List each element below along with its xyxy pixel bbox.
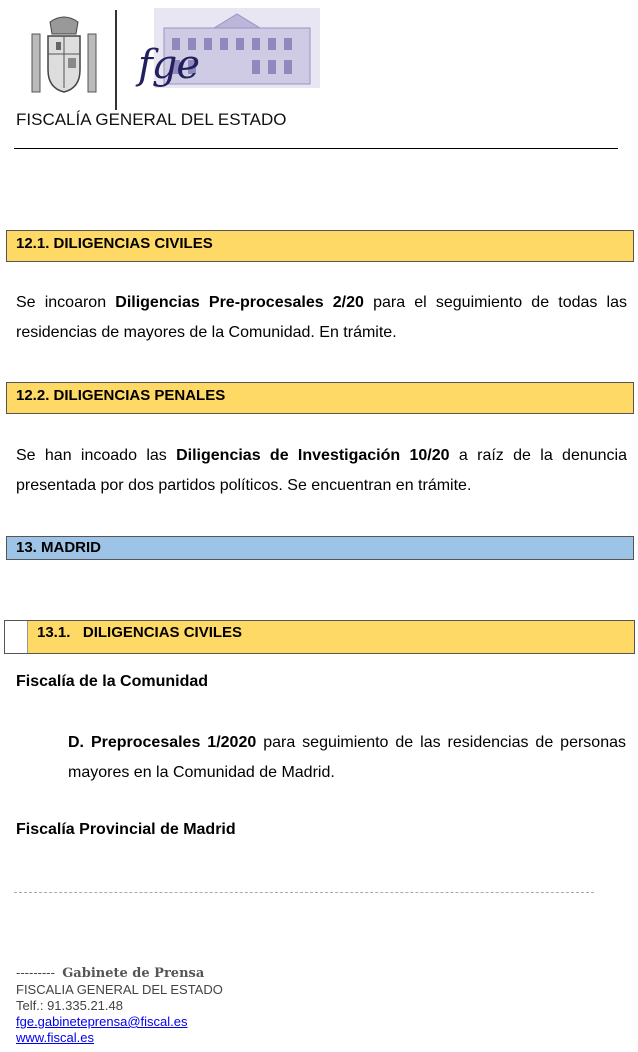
header-divider bbox=[115, 10, 117, 110]
footer-gabinete-line bbox=[16, 965, 223, 982]
para-bold: Diligencias Pre-procesales 2/20 bbox=[115, 294, 364, 311]
footer-gabinete: Gabinete de Prensa bbox=[62, 966, 205, 981]
fge-logo: fge bbox=[138, 42, 200, 88]
para-bold: Diligencias de Investigación 10/20 bbox=[176, 447, 450, 464]
footer-org: FISCALIA GENERAL DEL ESTADO bbox=[16, 982, 223, 997]
header-logos bbox=[16, 6, 326, 110]
para-text: Se incoaron bbox=[16, 294, 116, 311]
header-rule bbox=[14, 148, 618, 149]
section-13-1-heading bbox=[4, 620, 635, 654]
spain-coat-of-arms-icon bbox=[26, 14, 102, 104]
para-text: Se han incoado las bbox=[16, 447, 177, 464]
footer-email-link[interactable]: fge.gabineteprensa@fiscal.es bbox=[16, 1014, 188, 1029]
preprocesales-item bbox=[68, 728, 626, 788]
heading-white-block bbox=[5, 621, 28, 653]
item-bold: D. Preprocesales 1/2020 bbox=[68, 734, 257, 751]
section-12-2-heading: 12.2. DILIGENCIAS PENALES bbox=[6, 382, 634, 414]
org-title: FISCALÍA GENERAL DEL ESTADO bbox=[16, 110, 287, 129]
item-text: para seguimiento de las residencias de personas mayores en la Comunidad de Madrid. bbox=[68, 734, 626, 781]
para-text: para el seguimiento de todas las residencias de mayores de la Comunidad. En trámite. bbox=[16, 294, 628, 341]
section-12-1-heading: 12.1. DILIGENCIAS CIVILES bbox=[6, 230, 634, 262]
section-12-1-paragraph bbox=[16, 288, 627, 348]
footer-dashes: --------- bbox=[16, 965, 55, 980]
footer-phone: Telf.: 91.335.21.48 bbox=[16, 998, 123, 1013]
section-12-2-paragraph bbox=[16, 441, 627, 501]
footer-web-link[interactable]: www.fiscal.es bbox=[16, 1030, 95, 1045]
fiscalia-provincial-heading: Fiscalía Provincial de Madrid bbox=[16, 821, 236, 838]
fiscalia-comunidad-heading: Fiscalía de la Comunidad bbox=[16, 673, 209, 690]
section-13-1-title: 13.1. DILIGENCIAS CIVILES bbox=[37, 624, 243, 641]
dashed-separator bbox=[14, 892, 594, 893]
para-text: a raíz de la denuncia presentada por dos partidos políticos. Se encuentran en trámite. bbox=[16, 447, 628, 494]
footer bbox=[16, 965, 223, 1046]
section-13-heading: 13. MADRID bbox=[6, 536, 634, 560]
